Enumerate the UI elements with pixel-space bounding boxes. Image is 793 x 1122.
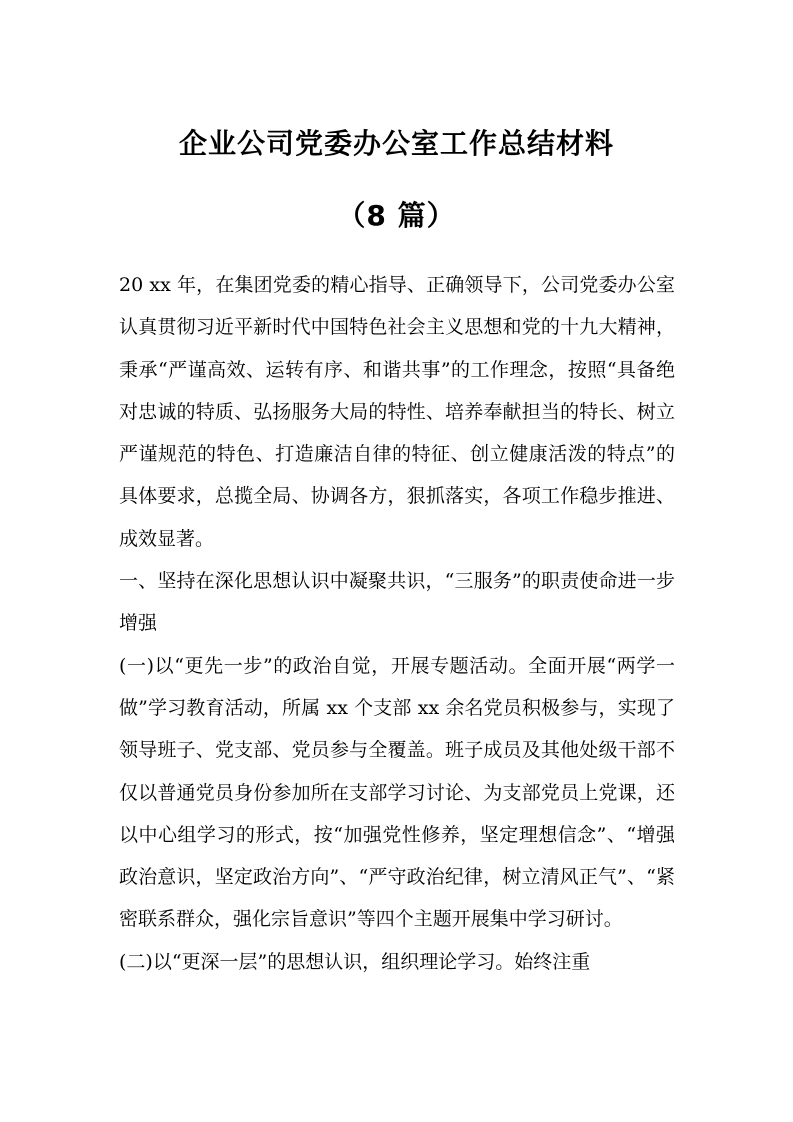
- document-subtitle: （8 篇）: [337, 199, 456, 232]
- section-heading: 一、坚持在深化思想认识中凝聚共识，“三服务”的职责使命进一步增强: [119, 570, 675, 635]
- body-paragraph: (二)以“更深一层”的思想认识，组织理论学习。始终注重: [119, 950, 591, 973]
- document-title: 企业公司党委办公室工作总结材料: [178, 127, 614, 160]
- document-body: [119, 264, 675, 983]
- intro-paragraph: 20 xx 年，在集团党委的精心指导、正确领导下，公司党委办公室认真贯彻习近平新时代中国特色社会主义思想和党的十九大精神，秉承“严谨高效、运转有序、和谐共事”的工作理念，按照“具备绝对忠诚的特质、弘扬服务大局的特性、培养奉献担当的特长、树立严谨规范的特色、打造廉洁自律的特征、创立健康活泼的特点”的具体要求，总揽全局、协调各方，狠抓落实，各项工作稳步推进、成效显著。: [119, 274, 675, 550]
- body-paragraph: (一)以“更先一步”的政治自觉，开展专题活动。全面开展“两学一做”学习教育活动，所属 xx 个支部 xx 余名党员积极参与，实现了领导班子、党支部、党员参与全覆盖。班子成员及其他处级干部不仅以普通党员身份参加所在支部学习讨论、为支部党员上党课，还以中心组学习的形式，按“加强党性修养，坚定理想信念”、“增强政治意识，坚定政治方向”、“严守政治纪律，树立清风正气”、“紧密联系群众，强化宗旨意识”等四个主题开展集中学习研讨。: [119, 654, 675, 931]
